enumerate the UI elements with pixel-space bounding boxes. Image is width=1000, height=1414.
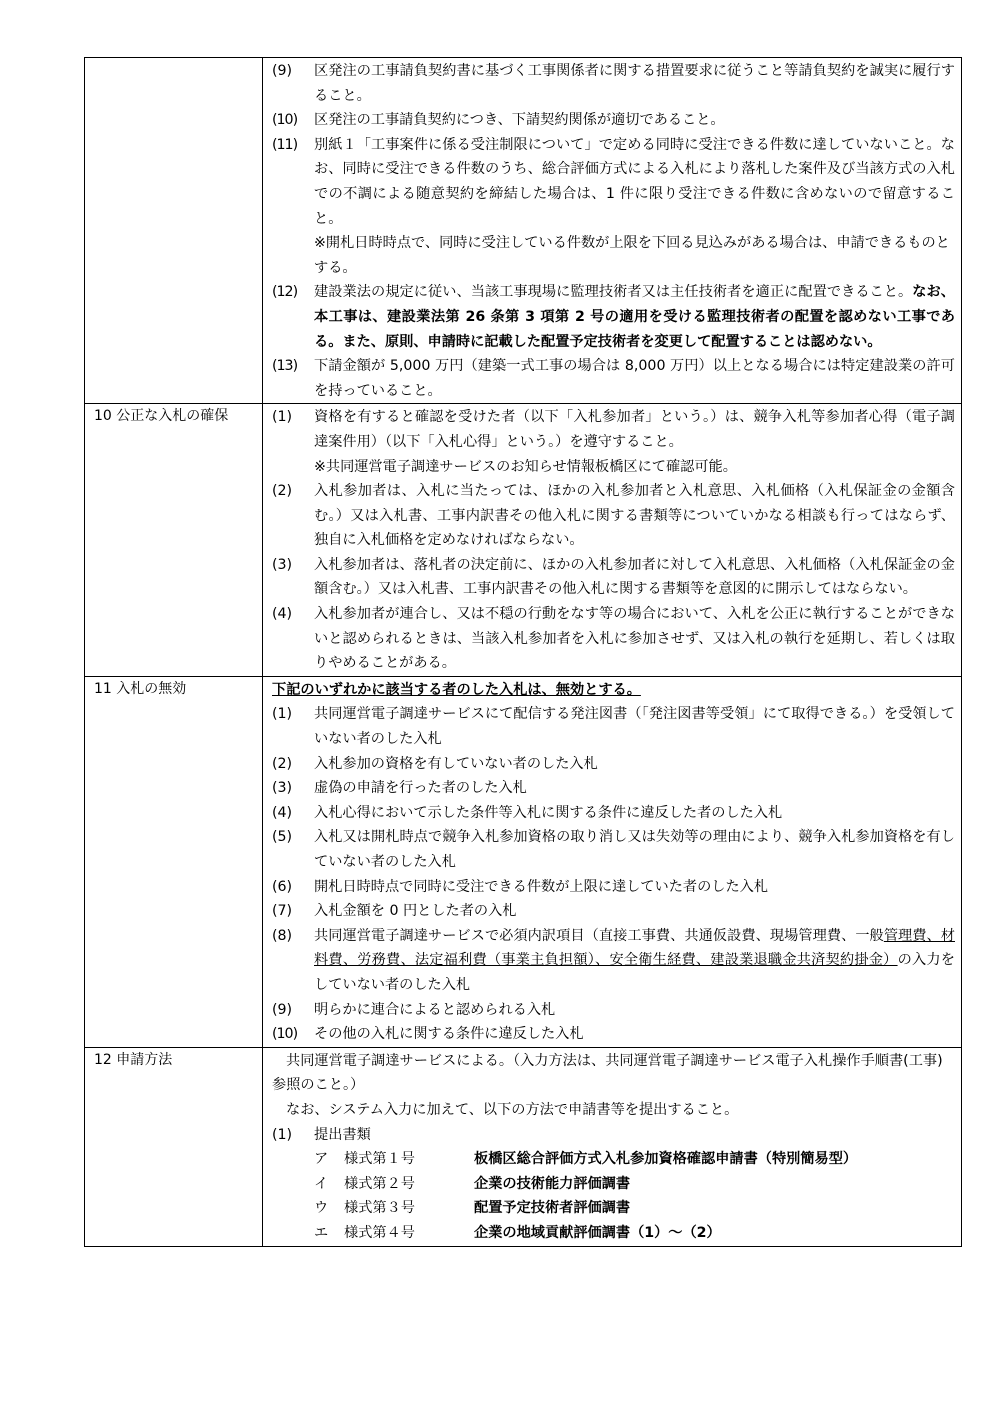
list-item xyxy=(272,108,955,133)
list-item xyxy=(272,776,955,801)
item-text: 入札参加者は、入札に当たっては、ほかの入札参加者と入札意思、入札価格（入札保証金の金額含む。）又は入札書、工事内訳書その他入札に関する書類等についていかなる相談も行ってはならず、独自に入札価格を定めなければならない。 xyxy=(314,483,955,549)
item-number: (2) xyxy=(272,483,293,500)
item-note: ※開札日時時点で、同時に受注している件数が上限を下回る見込みがある場合は、申請できるものとする。 xyxy=(314,235,950,276)
item-text: 建設業法の規定に従い、当該工事現場に監理技術者又は主任技術者を適正に配置できること。 xyxy=(314,284,913,301)
item-text: 入札参加の資格を有していない者のした入札 xyxy=(314,755,598,772)
paragraph xyxy=(272,1049,955,1098)
item-number: (9) xyxy=(272,63,293,79)
row-label: 12 申請方法 xyxy=(85,1047,263,1246)
form-letter: ウ xyxy=(314,1200,329,1217)
item-text: 区発注の工事請負契約書に基づく工事関係者に関する措置要求に従うこと等請負契約を誠実に履行すること。 xyxy=(314,63,955,104)
item-text: 別紙１「工事案件に係る受注制限について」で定める同時に受注できる件数に達していないこと。なお、同時に受注できる件数のうち、総合評価方式による入札により落札した案件及び当該方式の入札での不調による随意契約を締結した場合は、1 件に限り受注できる件数に含めないので留意すること。 xyxy=(314,136,955,227)
form-letter: エ xyxy=(314,1224,329,1241)
item-number: (3) xyxy=(272,556,293,573)
form-letter: ア xyxy=(314,1151,329,1168)
form-item xyxy=(272,1196,955,1221)
item-text: 共同運営電子調達サービスにて配信する発注図書（「発注図書等受領」にて取得できる。）を受領していない者のした入札 xyxy=(314,706,955,748)
list-item xyxy=(272,998,955,1023)
item-number: (1) xyxy=(272,1126,293,1143)
item-number: (3) xyxy=(272,780,293,797)
list-item xyxy=(272,924,955,998)
item-text: 下請金額が 5,000 万円（建築一式工事の場合は 8,000 万円）以上となる場合には特定建設業の許可を持っていること。 xyxy=(314,358,955,399)
conditions-table xyxy=(84,57,962,1247)
item-number: (4) xyxy=(272,804,293,821)
table-row xyxy=(85,676,962,1047)
item-number: (11) xyxy=(272,136,298,153)
paragraph-text: 共同運営電子調達サービスによる。（入力方法は、共同運営電子調達サービス電子入札操作手順書(工事)参照のこと。） xyxy=(272,1052,943,1094)
table-row xyxy=(85,58,962,404)
form-letter: イ xyxy=(314,1175,329,1192)
list-item xyxy=(272,801,955,826)
item-number: (4) xyxy=(272,606,293,623)
item-number: (2) xyxy=(272,755,293,772)
item-number: (5) xyxy=(272,829,293,846)
item-text: 入札又は開札時点で競争入札参加資格の取り消し又は失効等の理由により、競争入札参加資格を有していない者のした入札 xyxy=(314,829,955,870)
item-text: の入力をしていない者のした入札 xyxy=(314,952,955,993)
list-item xyxy=(272,405,955,454)
form-title: 配置予定技術者評価調書 xyxy=(474,1200,631,1217)
row-label xyxy=(85,58,263,404)
item-text: 入札参加者は、落札者の決定前に、ほかの入札参加者に対して入札意思、入札価格（入札保証金の金額含む。）又は入札書、工事内訳書その他入札に関する書類等を意図的に開示してはならない。 xyxy=(314,556,955,598)
list-item xyxy=(272,553,955,602)
form-item xyxy=(272,1172,955,1197)
item-number: (8) xyxy=(272,927,293,944)
row-content xyxy=(263,404,962,677)
form-item xyxy=(272,1147,955,1172)
item-text: その他の入札に関する条件に違反した入札 xyxy=(314,1026,584,1043)
item-underlined-text: 管理費、材料費、労務費、法定福利費（事業主負担額）、安全衛生経費、建設業退職金共済契約掛金） xyxy=(314,927,955,969)
list-item xyxy=(272,1123,955,1148)
item-text: 虚偽の申請を行った者のした入札 xyxy=(314,780,527,797)
table-row xyxy=(85,404,962,677)
list-item xyxy=(272,602,955,676)
row-label: 10 公正な入札の確保 xyxy=(85,404,263,677)
item-text: 入札金額を 0 円とした者の入札 xyxy=(314,903,517,920)
form-number: 様式第３号 xyxy=(344,1200,415,1217)
form-number: 様式第１号 xyxy=(344,1151,415,1168)
item-number: (9) xyxy=(272,1001,293,1018)
item-bold-text: なお、本工事は、建設業法第 26 条第 3 項第 2 号の適用を受ける監理技術者の配置を認めない工事である。また、原則、申請時に記載した配置予定技術者を変更して配置することは認めない。 xyxy=(314,284,955,350)
list-item xyxy=(272,354,955,403)
form-number: 様式第２号 xyxy=(344,1175,415,1192)
item-number: (10) xyxy=(272,1026,298,1043)
form-number: 様式第４号 xyxy=(344,1224,415,1241)
paragraph: なお、システム入力に加えて、以下の方法で申請書等を提出すること。 xyxy=(286,1101,739,1118)
list-item xyxy=(272,825,955,874)
item-number: (13) xyxy=(272,358,298,375)
form-title: 板橋区総合評価方式入札参加資格確認申請書（特別簡易型） xyxy=(474,1151,858,1168)
form-title: 企業の技術能力評価調書 xyxy=(474,1175,631,1192)
form-item xyxy=(272,1221,955,1246)
list-item xyxy=(272,133,955,231)
item-number: (7) xyxy=(272,903,293,920)
list-item xyxy=(272,875,955,900)
item-text: 提出書類 xyxy=(314,1126,371,1143)
list-item xyxy=(272,899,955,924)
item-text: 資格を有すると確認を受けた者（以下「入札参加者」という。）は、競争入札等参加者心得（電子調達案件用）（以下「入札心得」という。）を遵守すること。 xyxy=(314,409,955,450)
row-content xyxy=(263,58,962,404)
section-heading: 下記のいずれかに該当する者のした入札は、無効とする。 xyxy=(272,681,641,698)
row-label: 11 入札の無効 xyxy=(85,676,263,1047)
item-text: 明らかに連合によると認められる入札 xyxy=(314,1001,556,1018)
item-text: 区発注の工事請負契約につき、下請契約関係が適切であること。 xyxy=(314,112,725,129)
list-item xyxy=(272,1022,955,1047)
item-text: 入札心得において示した条件等入札に関する条件に違反した者のした入札 xyxy=(314,804,783,821)
item-number: (12) xyxy=(272,284,298,301)
form-title: 企業の地域貢献評価調書（1）～（2） xyxy=(474,1224,721,1241)
item-number: (1) xyxy=(272,409,293,426)
item-number: (6) xyxy=(272,878,293,895)
row-content xyxy=(263,1047,962,1246)
item-text: 開札日時時点で同時に受注できる件数が上限に達していた者のした入札 xyxy=(314,878,769,895)
list-item xyxy=(272,702,955,751)
item-number: (1) xyxy=(272,706,293,723)
item-text: 入札参加者が連合し、又は不穏の行動をなす等の場合において、入札を公正に執行することができないと認められるときは、当該入札参加者を入札に参加させず、又は入札の執行を延期し、若しくは取りやめることがある。 xyxy=(314,606,955,672)
row-content xyxy=(263,676,962,1047)
table-row xyxy=(85,1047,962,1246)
list-item xyxy=(272,752,955,777)
item-note: ※共同運営電子調達サービスのお知らせ情報板橋区にて確認可能。 xyxy=(314,458,737,475)
item-number: (10) xyxy=(272,112,298,129)
list-item xyxy=(272,59,955,108)
list-item xyxy=(272,280,955,354)
item-text: 共同運営電子調達サービスで必須内訳項目（直接工事費、共通仮設費、現場管理費、一般 xyxy=(314,927,884,944)
list-item xyxy=(272,479,955,553)
